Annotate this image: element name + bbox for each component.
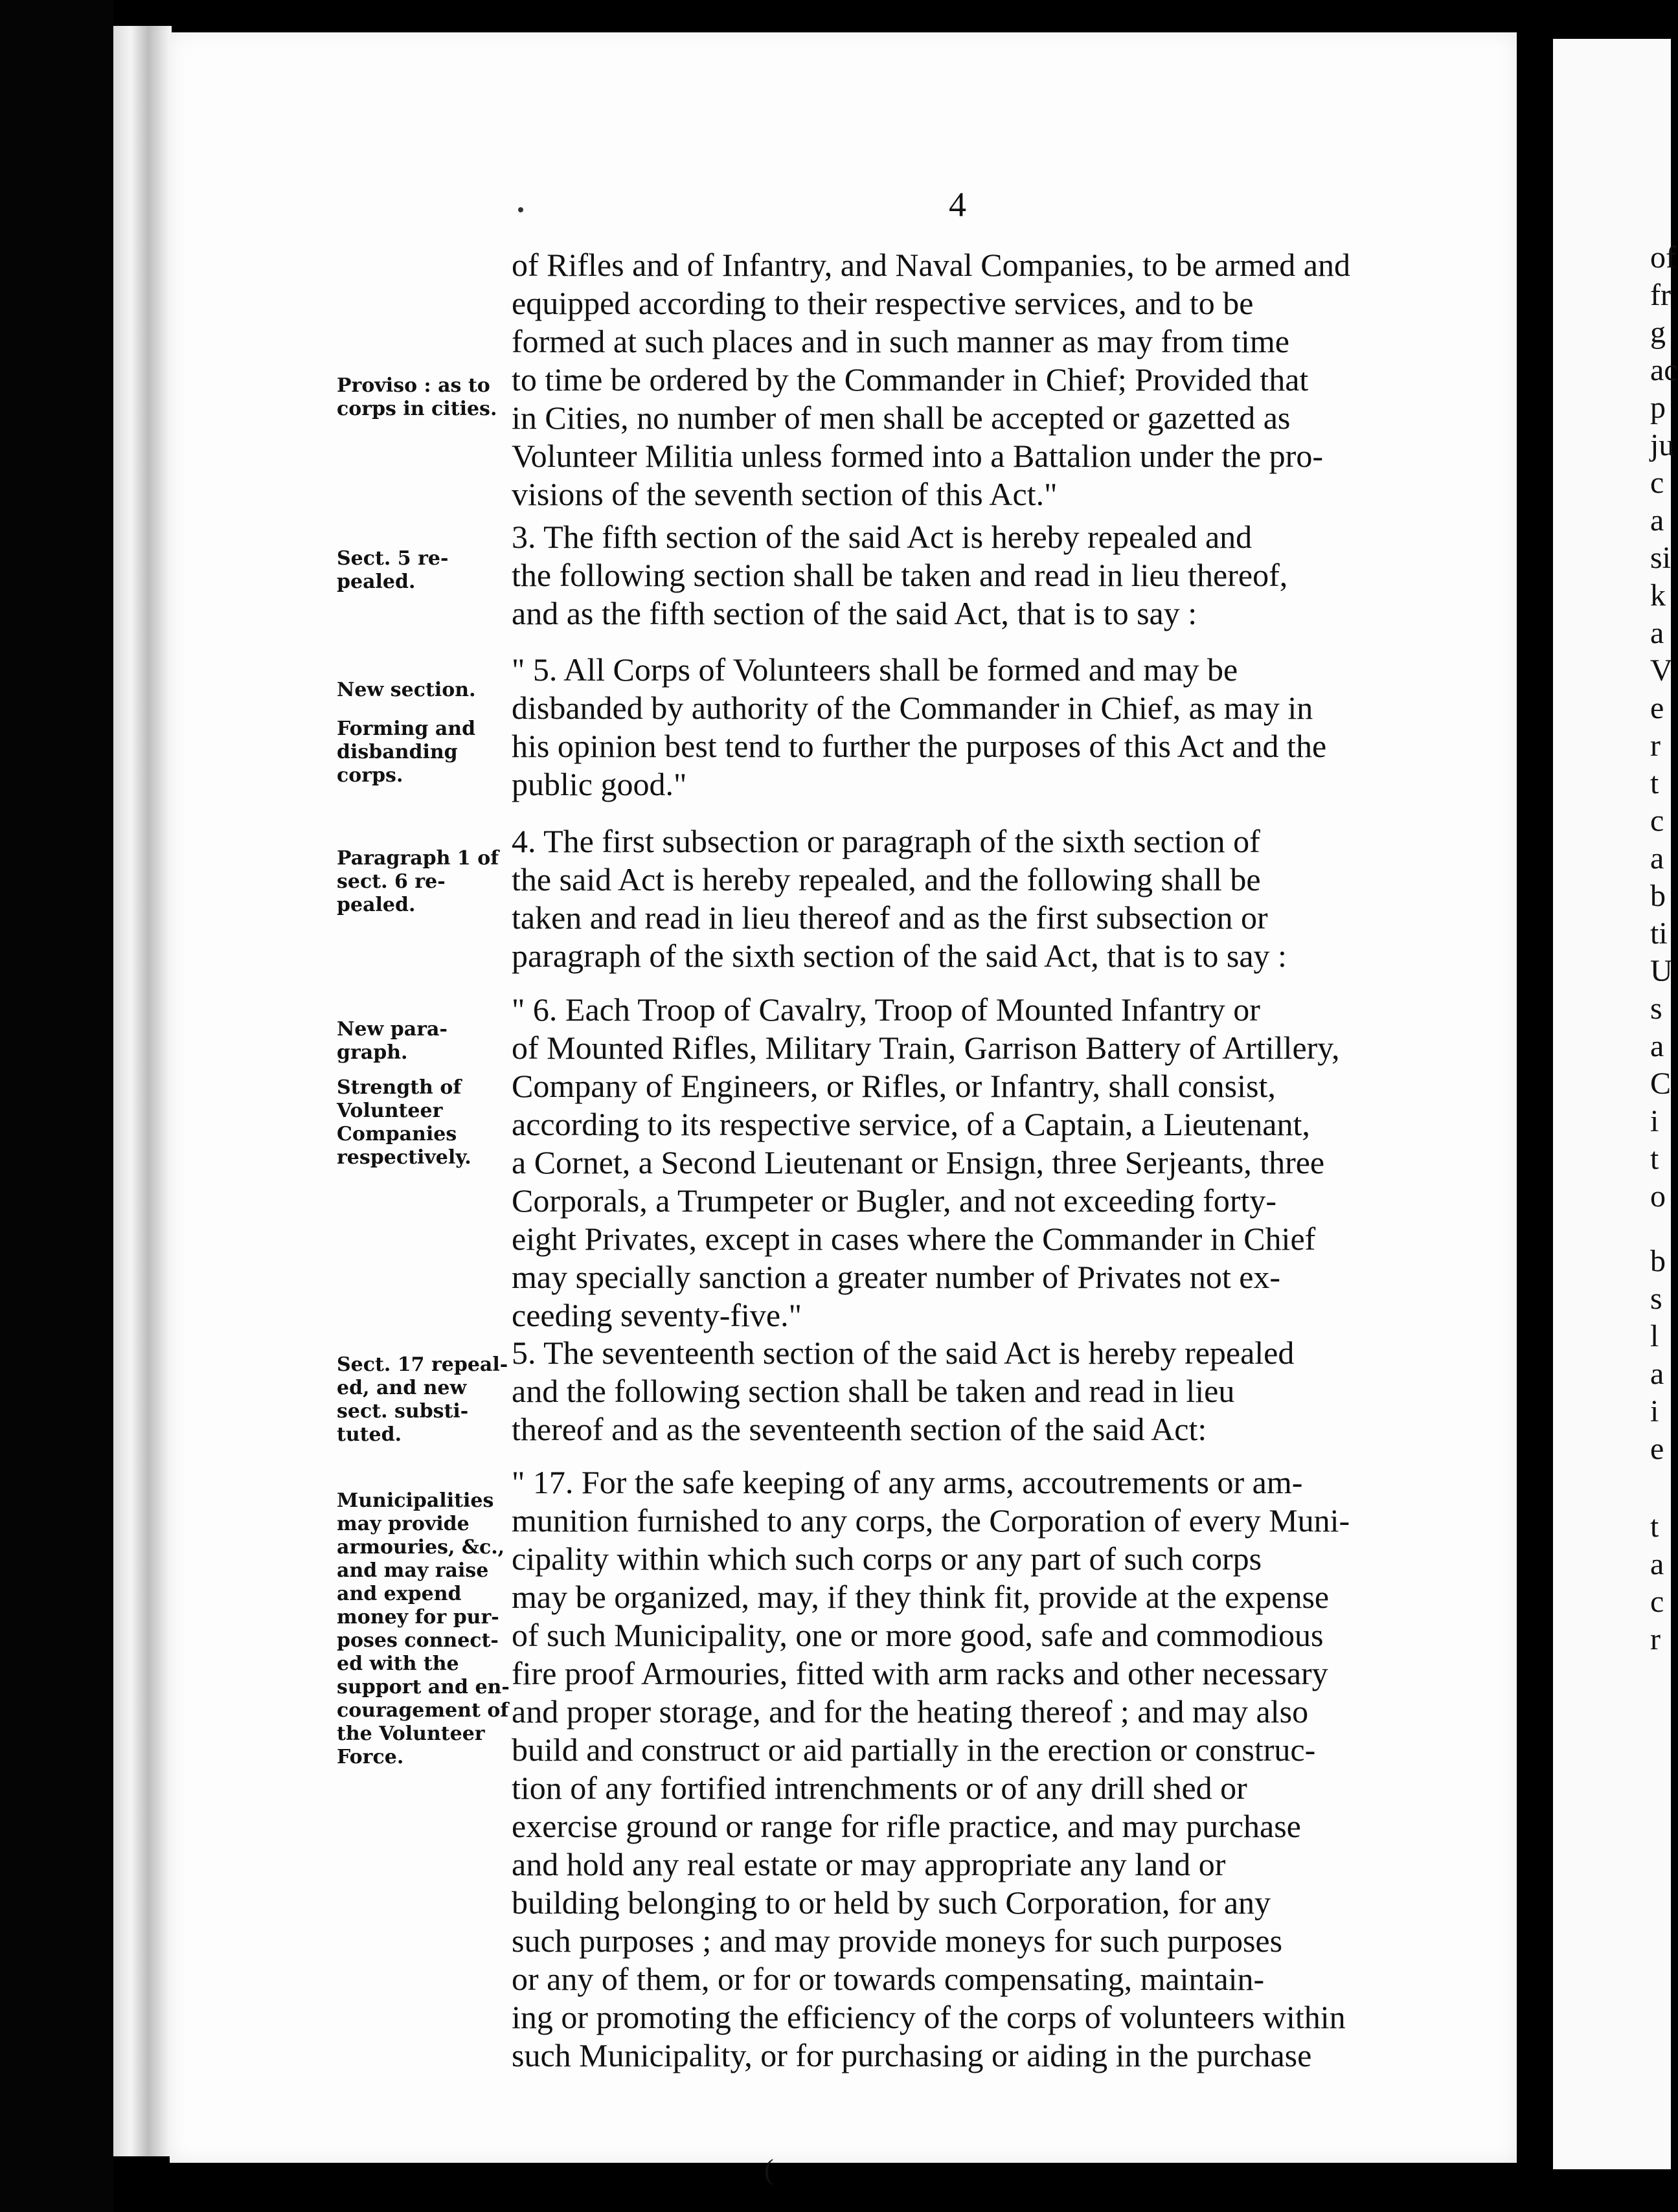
fragment: ju <box>1650 428 1675 462</box>
speck <box>518 207 523 212</box>
fragment: C <box>1650 1066 1672 1101</box>
fragment: o <box>1650 1179 1666 1213</box>
fragment: s <box>1650 1281 1662 1316</box>
fragment: si <box>1650 541 1672 575</box>
paragraph-section-4: 4. The first subsection or paragraph of the sixth section of the said Act is hereby repealed, and the following shall be taken and read in lieu thereof and as the first subsection or paragraph of the sixth section of the said Act, that is to say : <box>512 823 1287 974</box>
margin-note-strength: Strength of Volunteer Companies respectively. <box>337 1076 471 1169</box>
paragraph-new-section-17: " 17. For the safe keeping of any arms, accoutrements or am- munition furnished to any corps, the Corporation of every Muni- cipality within which such corps or any part of such corps may be organized, may, if they think fit, provide at the expense of such Municipality, one or more good, safe and commodious fire proof Armouries, fitted with arm racks and other necessary and proper storage, and for the heating thereof ; and may also build and construct or aid partially in the erection or construc- tion of any fortified intrenchments or of any drill shed or exercise ground or range for rifle practice, and may purchase and hold any real estate or may appropriate any land or building belonging to or held by such Corporation, for any such purposes ; and may provide moneys for such purposes or any of them, or for or towards compensating, maintain- ing or promoting the efficiency of the corps of volunteers within such Municipality, or for purchasing or aiding in the purchase <box>512 1464 1350 2073</box>
paragraph-section-3: 3. The fifth section of the said Act is hereby repealed and the following section shall be taken and read in lieu thereof, and as the fifth section of the said Act, that is to say : <box>512 519 1288 631</box>
fragment: b <box>1650 1244 1666 1278</box>
fragment: a <box>1650 1029 1664 1063</box>
scan-left-border <box>0 0 113 2212</box>
margin-note-sect17-repealed: Sect. 17 repeal- ed, and new sect. substi- tuted. <box>337 1353 508 1446</box>
fragment: r <box>1650 1622 1661 1656</box>
fragment: a <box>1650 841 1664 875</box>
margin-note-sect5-repealed: Sect. 5 re- pealed. <box>337 547 449 593</box>
fragment: ac <box>1650 353 1678 387</box>
fragment: e <box>1650 691 1664 725</box>
margin-note-municipalities: Municipalities may provide armouries, &c., and may raise and expend money for pur- poses connect- ed with the support and en- couragement of the Volunteer Force. <box>337 1489 510 1768</box>
margin-note-new-section: New section. <box>337 679 476 701</box>
fragment: ti <box>1650 916 1668 951</box>
page-number: 4 <box>949 185 966 224</box>
fragment: c <box>1650 466 1664 500</box>
fragment: t <box>1650 1142 1659 1176</box>
fragment: s <box>1650 991 1662 1026</box>
fragment: a <box>1650 1357 1664 1391</box>
adjacent-page-edge <box>1553 39 1678 2169</box>
page-gap <box>1517 0 1553 2212</box>
paragraph-continuation: of Rifles and of Infantry, and Naval Companies, to be armed and equipped according to their respective services, and to be formed at such places and in such manner as may from time to time be ordered by the Commander in Chief; Provided that in Cities, no number of men shall be accepted or gazetted as Volunteer Militia unless formed into a Battalion under the pro- visions of the seventh section of this Act." <box>512 247 1350 512</box>
margin-note-forming-disbanding: Forming and disbanding corps. <box>337 717 476 787</box>
fragment: V <box>1650 653 1673 688</box>
fragment: of <box>1650 240 1676 275</box>
fragment: a <box>1650 1547 1664 1581</box>
book-binding <box>113 26 172 2156</box>
paragraph-new-section-6: " 6. Each Troop of Cavalry, Troop of Mounted Infantry or of Mounted Rifles, Military Train, Garrison Battery of Artillery, Company of Engineers, or Rifles, or Infantry, shall consist, according to its respective service, of a Captain, a Lieutenant, a Cornet, a Second Lieutenant or Ensign, three Serjeants, three Corporals, a Trumpeter or Bugler, and not exceeding forty- eight Privates, except in cases where the Commander in Chief may specially sanction a greater number of Privates not ex- ceeding seventy-five." <box>512 991 1340 1333</box>
margin-note-paragraph1-repealed: Paragraph 1 of sect. 6 re- pealed. <box>337 847 499 916</box>
fragment: t <box>1650 1509 1659 1544</box>
fragment: a <box>1650 503 1664 537</box>
fragment: fr <box>1650 278 1671 312</box>
fragment: k <box>1650 578 1666 613</box>
paragraph-new-section-5: " 5. All Corps of Volunteers shall be formed and may be disbanded by authority of the Commander in Chief, as may in his opinion best tend to further the purposes of this Act and the public good." <box>512 651 1327 802</box>
fragment: i <box>1650 1104 1659 1138</box>
fragment: a <box>1650 616 1664 650</box>
fragment: l <box>1650 1319 1659 1353</box>
fragment: b <box>1650 879 1666 913</box>
margin-note-proviso: Proviso : as to corps in cities. <box>337 374 497 420</box>
fragment: r <box>1650 728 1661 763</box>
fragment: e <box>1650 1432 1664 1466</box>
paragraph-section-5: 5. The seventeenth section of the said Act is hereby repealed and the following section shall be taken and read in lieu thereof and as the seventeenth section of the said Act: <box>512 1335 1295 1447</box>
fragment: p <box>1650 390 1666 425</box>
fragment: c <box>1650 804 1664 838</box>
bottom-mark: ( <box>764 2154 774 2185</box>
fragment: c <box>1650 1585 1664 1619</box>
fragment: U <box>1650 954 1673 988</box>
fragment: i <box>1650 1394 1659 1428</box>
fragment: t <box>1650 766 1659 800</box>
fragment: g <box>1650 315 1666 350</box>
margin-note-new-paragraph: New para- graph. <box>337 1018 448 1064</box>
